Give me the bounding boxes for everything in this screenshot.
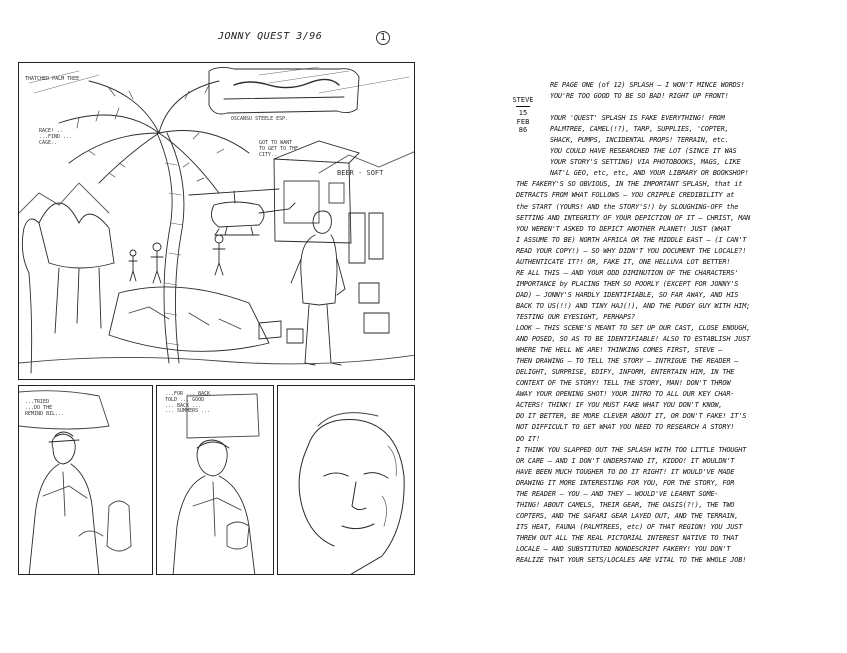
page-number: 1 [376,31,390,45]
critique-line: AND POSED, SO AS TO BE IDENTIFIABLE! ALSO TO ESTABLISH JUST [516,335,751,344]
critique-line: RE PAGE ONE (of 12) SPLASH — I WON'T MINCE WORDS! [550,81,745,89]
critique-line: SHACK, PUMPS, INCIDENTAL PROPS! TERRAIN, etc. [550,136,729,145]
panel-2-note-line: REMIND BIL... [25,410,65,417]
critique-line: YOU COULD HAVE RESEARCHED THE LOT (SINCE IT WAS [550,147,737,156]
credits-note: OSCANSU STEELE ESP. [231,116,289,122]
speech-bubble-1-line: CAGE.. [39,139,58,146]
speech-bubble-1-line: RACE! .. [39,128,64,134]
panel-3-note [165,392,210,415]
critique-line: DRAWING IT MORE INTERESTING FOR YOU, FOR THE STORY, FOR [516,478,735,487]
panel-3-note-line: ...FOR ... BACK [165,391,211,397]
critique-line: YOUR STORY'S SETTING) VIA PHOTOBOOKS, MAGS, LIKE [550,158,741,167]
critique-line: REALIZE THAT YOUR SETS/LOCALES ARE VITAL TO THE WHOLE JOB! [516,556,747,565]
critique-line: I THINK YOU SLAPPED OUT THE SPLASH WITH TOO LITTLE THOUGHT [516,445,747,454]
critique-line: I ASSUME TO BE) NORTH AFRICA OR THE MIDDLE EAST — (I CAN'T [516,235,747,244]
critique-line: DO IT! [516,434,540,443]
critique-line: READ YOUR COPY!) — SO WHY DIDN'T YOU DOCUMENT THE LOCALE?! [516,246,747,255]
critique-line: WHERE THE HELL WE ARE! THINKING COMES FIRST, STEVE — [516,346,723,355]
speech-bubble-1-line: ...FIND ... [39,133,73,140]
panel-2-note [25,400,64,417]
critique-line: TESTING OUR EYESIGHT, PERHAPS? [516,312,636,321]
panel-3-note-line: TOLD ... GOOD [165,396,205,403]
critique-line: COPTERS, AND THE SAFARI GEAR LAYED OUT, AND THE TERRAIN, [516,511,739,520]
critique-line: YOUR 'QUEST' SPLASH IS FAKE EVERYTHING! FROM [550,114,725,123]
splash-panel [18,62,415,380]
palm-tree-note: THATCHED PALM TREE [25,76,80,82]
critique-line: NAT'L GEO, etc, etc, AND YOUR LIBRARY OR BOOKSHOP! [550,169,749,178]
critique-line: YOU WEREN'T ASKED TO DEPICT ANOTHER PLANET! JUST (WHAT [516,224,731,233]
panel-2-note-line: ...DO THE [25,404,53,411]
critique-line: THING! ABOUT CAMELS, THEIR GEAR, THE OASIS(?!), THE TWO [516,500,735,509]
critique-line: OR CARE — AND I DON'T UNDERSTAND IT, KIDDO! IT WOULDN'T [516,456,735,465]
critique-line: LOOK — THIS SCENE'S MEANT TO SET UP OUR CAST, CLOSE ENOUGH, [516,324,751,333]
critique-line: AUTHENTICATE IT?! OR, FAKE IT, ONE HELLUVA LOT BETTER! [516,257,731,266]
date-year: 86 [518,126,528,135]
panel-4-sketch [278,386,415,575]
critique-line: the START (YOURS! AND the STORY'S!) by SLOUGHING-OFF the [516,202,739,211]
critique-line: RE ALL THIS — AND YOUR ODD DIMINUTION OF THE CHARACTERS' [516,268,739,277]
critique-line: SETTING AND INTEGRITY OF YOUR DEPICTION OF IT — CHRIST, MAN [516,213,751,222]
splash-sketch [19,63,415,380]
page-header: JONNY QUEST 3/96 [218,31,323,42]
critique-line: HAVE BEEN MUCH TOUGHER TO DO IT RIGHT! IT WOULD'VE MADE [516,467,735,476]
critique-line: DELIGHT, SURPRISE, EDIFY, INFORM, ENTERTAIN HIM, IN THE [516,368,735,377]
panel-3-note-line: ... BACK ... [165,402,202,409]
shack-sign: BEER - SOFT [337,169,384,177]
speech-bubble-1 [39,129,72,146]
speech-bubble-2-line: TO GET TO THE [259,145,299,152]
critique-line: DAD) — JONNY'S HARDLY IDENTIFIABLE, SO FAR AWAY, AND HIS [516,290,739,299]
critique-line: YOU'RE TOO GOOD TO BE SO BAD! RIGHT UP FRONT! [550,92,729,101]
comic-panel-4 [277,385,415,575]
speech-bubble-2-line: GOT TO WANT [259,140,293,146]
critique-letter-text [516,80,836,566]
date-day: 15 [518,109,528,118]
critique-line: LOCALE — AND SUBSTITUTED NONDESCRIPT FAKERY! YOU DON'T [516,544,731,553]
critique-line [516,102,836,113]
critique-line: THREW OUT ALL THE REAL PICTORIAL INTEREST NATIVE TO THAT [516,533,739,542]
critique-line: PALMTREE, CAMEL(!?), TARP, SUPPLIES, 'COPTER, [550,125,729,134]
comic-panel-3 [156,385,274,575]
speech-bubble-2-line: CITY.. [259,151,278,158]
panel-2-note-line: ...TRIED [25,399,50,405]
critique-line: THE FAKERY'S SO OBVIOUS, IN THE IMPORTANT SPLASH, that it [516,180,743,189]
critique-line: ITS HEAT, FAUNA (PALMTREES, etc) OF THAT REGION! YOU JUST [516,522,743,531]
speech-bubble-2 [259,141,298,158]
critique-line: NOT DIFFICULT TO GET WHAT YOU NEED TO RESEARCH A STORY! [516,423,735,432]
comic-page [0,0,420,653]
date-month: FEB [516,117,530,126]
panel-3-note-line: ... SUMMERS ... [165,408,211,415]
critique-line: DO IT BETTER, BE MORE CLEVER ABOUT IT, OR DON'T FAKE! IT'S [516,412,747,421]
comic-panel-2 [18,385,153,575]
critique-line: ACTERS! THINK! IF YOU MUST FAKE WHAT YOU DON'T KNOW, [516,401,723,410]
critique-line: CONTEXT OF THE STORY! TELL THE STORY, MAN! DON'T THROW [516,379,731,388]
critique-line: THEN DRAWING — TO TELL THE STORY — INTRIGUE THE READER — [516,357,739,366]
critique-line: IMPORTANCE by PLACING THEM SO POORLY (EXCEPT FOR JONNY'S [516,279,739,288]
critique-line: DETRACTS FROM WHAT FOLLOWS — YOU CRIPPLE CREDIBILITY at [516,191,735,200]
critique-line: BACK TO US(!!) AND TINY HAJ(!), AND THE PUDGY GUY WITH HIM; [516,301,751,310]
author-name: STEVE [512,96,534,104]
critique-line: THE READER — YOU — AND THEY — WOULD'VE LEARNT SOME- [516,489,719,498]
critique-line: AWAY YOUR OPENING SHOT! YOUR INTRO TO ALL OUR KEY CHAR- [516,390,735,399]
